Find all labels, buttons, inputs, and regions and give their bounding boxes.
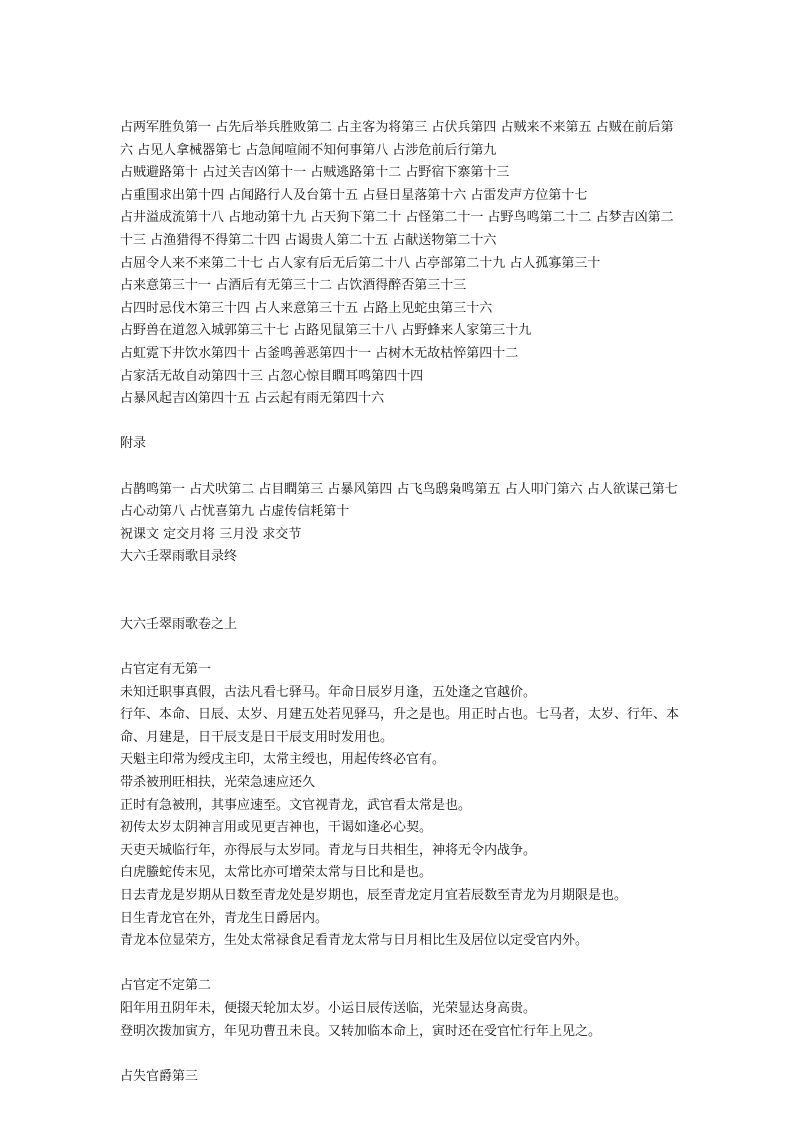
spacer (120, 1043, 680, 1066)
section-3-heading: 占失官爵第三 (120, 1068, 199, 1084)
toc-end-line: 大六壬翠雨歌目录终 (120, 549, 238, 565)
section-1-text: 正时有急被刑，其事应速至。文官视青龙，武官看太常是也。 (120, 797, 472, 813)
spacer (120, 569, 680, 614)
section-1-text: 日生青龙官在外，青龙生日爵居内。 (120, 910, 329, 926)
toc-paragraph-1: 占两军胜负第一 占先后举兵胜败第二 占主客为将第三 占伏兵第四 占贼来不来第五 占贼在前后第六 占见人拿械器第七 占急闻喧闹不知何事第八 占涉危前后行第九 (120, 120, 674, 158)
section-1-text: 青龙本位显荣方，生处太常禄食足看青龙太常与日月相比生及居位以定受官内外。 (120, 933, 589, 949)
section-1-text: 行年、本命、日辰、太岁、月建五处若见驿马，升之是也。用正时占也。七马者，太岁、行年、本命、月建是，日干辰支是日干辰支用时发用也。 (120, 707, 680, 745)
toc-line-34: 占四时忌伐木第三十四 占人来意第三十五 占路上见蛇虫第三十六 (120, 300, 493, 316)
section-1-text: 初传太岁太阴神言用或见更吉神也，干谒如逢必心契。 (120, 820, 433, 836)
appendix-paragraph: 占鹊鸣第一 占犬吠第二 占目瞤第三 占暴风第四 占飞鸟鸱枭鸣第五 占人叩门第六 占人欲谋己第七 占心动第八 占忧喜第九 占虚传信耗第十 (120, 481, 678, 520)
section-1-text: 带杀被刑旺相扶，光荣急速应还久 (120, 775, 316, 791)
appendix-line-1: 祝课文 定交月将 三月没 求交节 (120, 526, 302, 542)
toc-paragraph-2: 占井溢成流第十八 占地动第十九 占天狗下第二十 占怪第二十一 占野鸟鸣第二十二 占梦吉凶第二十三 占渔猎得不得第二十四 占谒贵人第二十五 占献送物第二十六 (120, 210, 674, 248)
section-1-text: 天吏天城临行年，亦得辰与太岁同。青龙与日共相生，神将无令内战争。 (120, 842, 537, 858)
spacer (120, 953, 680, 976)
section-1-heading: 占官定有无第一 (120, 662, 212, 678)
section-1-text: 日去青龙是岁期从日数至青龙处是岁期也，辰至青龙定月宜若辰数至青龙为月期限是也。 (120, 888, 628, 903)
spacer (120, 411, 680, 434)
spacer (120, 456, 680, 479)
toc-line-31: 占来意第三十一 占酒后有无第三十二 占饮酒得醉否第三十三 (120, 278, 467, 294)
volume-title: 大六壬翠雨歌卷之上 (120, 616, 238, 632)
section-1-text: 白虎螣蛇传末见，太常比亦可增荣太常与日比和是也。 (120, 865, 433, 881)
section-2-text: 阳年用丑阴年未，便掇天轮加太岁。小运日辰传送临，光荣显达身高贵。 (120, 1000, 537, 1016)
toc-line-10: 占贼避路第十 占过关吉凶第十一 占贼逃路第十二 占野宿下寨第十三 (120, 165, 510, 181)
document-page (120, 117, 680, 1088)
toc-line-40: 占虹霓下井饮水第四十 占釜鸣善恶第四十一 占树木无故枯悴第四十二 (120, 345, 519, 361)
section-2-heading: 占官定不定第二 (120, 978, 212, 994)
appendix-heading: 附录 (120, 436, 147, 452)
section-2-text: 登明次拨加寅方，年见功曹丑未良。又转加临本命上，寅时还在受官忙行年上见之。 (120, 1023, 602, 1039)
toc-line-37: 占野兽在道忽入城郭第三十七 占路见鼠第三十八 占野蜂来人家第三十九 (120, 323, 532, 339)
toc-line-43: 占家活无故自动第四十三 占忽心惊目瞤耳鸣第四十四 (120, 368, 424, 384)
toc-line-14: 占重围求出第十四 占闻路行人及台第十五 占昼日星落第十六 占雷发声方位第十七 (120, 187, 588, 203)
toc-line-45: 占暴风起吉凶第四十五 占云起有雨无第四十六 (120, 391, 385, 407)
toc-line-27: 占屈令人来不来第二十七 占人家有后无后第二十八 占亭部第二十九 占人孤寡第三十 (120, 255, 601, 271)
spacer (120, 636, 680, 659)
section-1-text: 未知迁职事真假，古法凡看七驿马。年命日辰岁月逢，五处逢之官越价。 (120, 684, 537, 700)
section-1-text: 天魁主印常为绶戌主印，太常主绶也，用起传终必官有。 (120, 752, 446, 768)
